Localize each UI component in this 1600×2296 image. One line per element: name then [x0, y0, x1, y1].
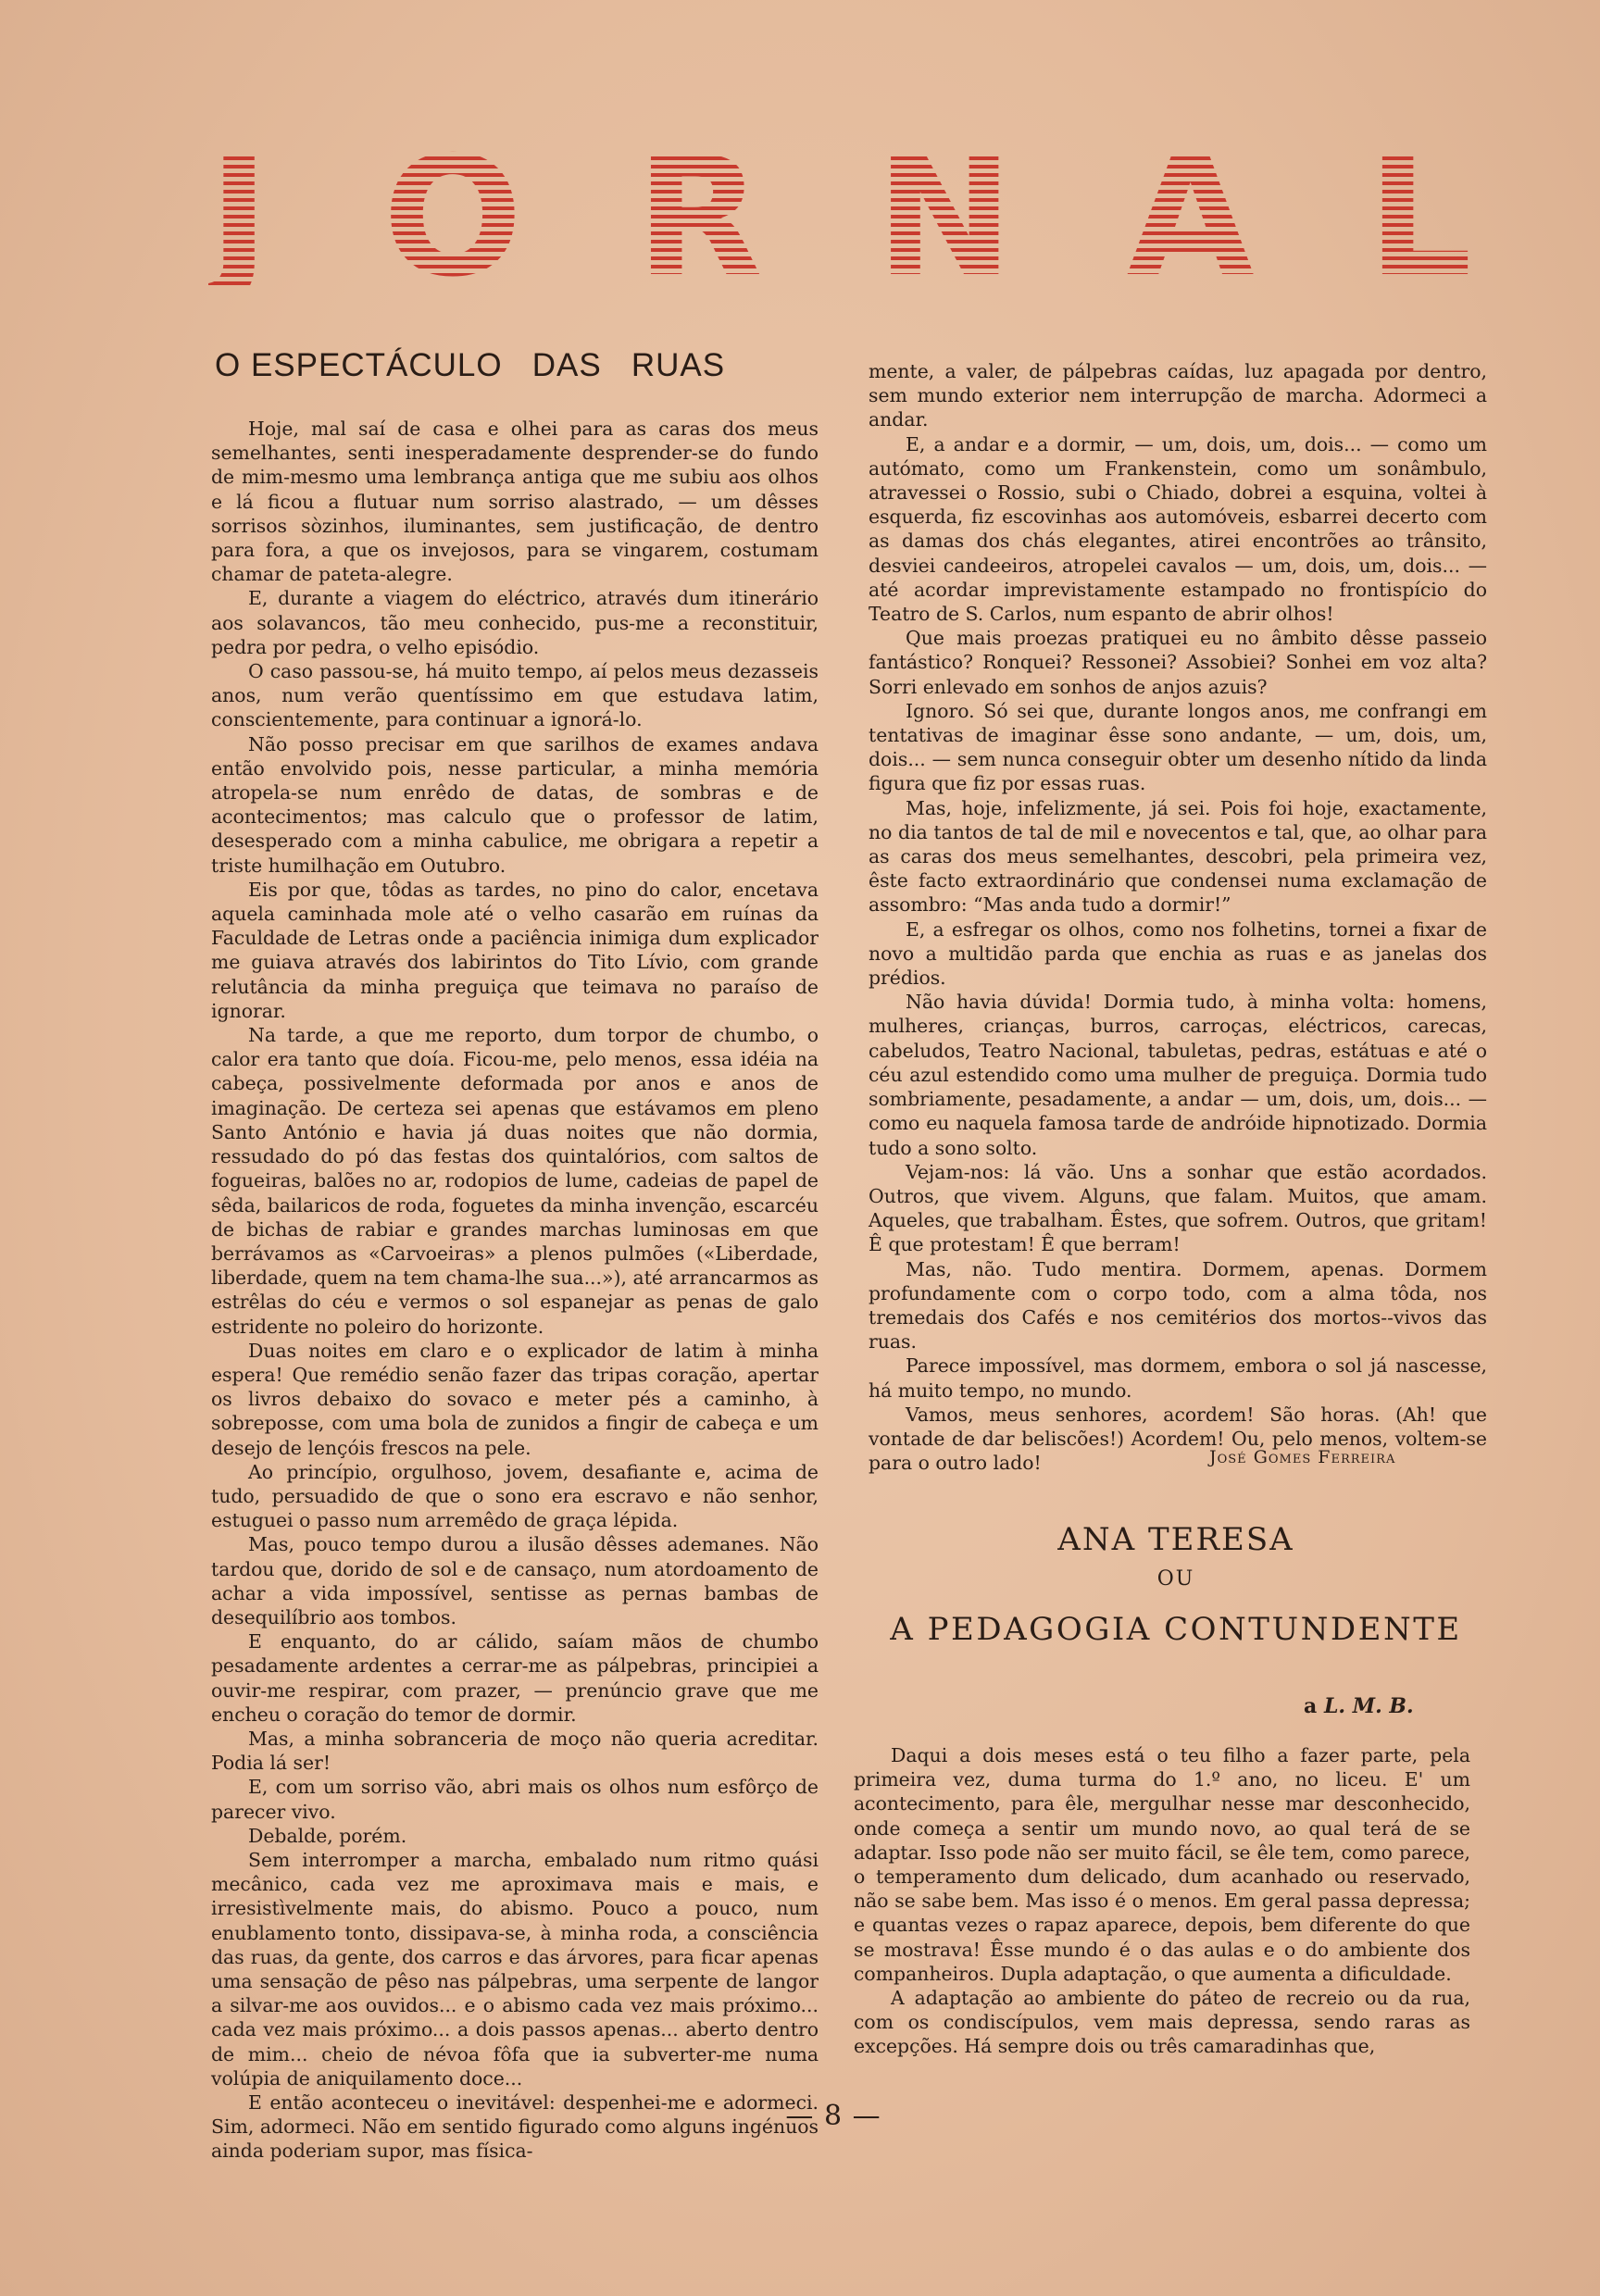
paragraph: Mas, pouco tempo durou a ilusão dêsses ademanes. Não tardou que, dorido de sol e de cansaço, num atordoamento de achar a vida impossível, sentisse as pernas bambas de desequilíbrio aos tombos.	[211, 1533, 819, 1628]
paragraph: E enquanto, do ar cálido, saíam mãos de chumbo pesadamente ardentes a cerrar-me as pálpebras, principiei a ouvir-me respirar, com prazer, — prenúncio grave que me encheu o coração do temor de dormir.	[211, 1630, 819, 1726]
article-column-right	[869, 359, 1487, 1475]
article-column-left	[211, 417, 819, 2164]
paragraph: Eis por que, tôdas as tardes, no pino do calor, encetava aquela caminhada mole até o velho casarão em ruínas da Faculdade de Letras onde a paciência inimiga dum explicador me guiava através dos labirintos do Tito Lívio, com grande relutância da minha preguiça que teimava no paraíso de ignorar.	[211, 878, 819, 1022]
masthead-letter: L	[1367, 121, 1472, 313]
masthead-letter: O	[382, 121, 523, 313]
masthead-letter: J	[208, 121, 270, 313]
article2-byline	[1304, 1694, 1414, 1718]
paragraph: Na tarde, a que me reporto, dum torpor de chumbo, o calor era tanto que doía. Ficou-me, pelo menos, essa idéia na cabeça, possivelmente deformada por anos e anos de imaginação. De certeza sei apenas que estávamos em pleno Santo António e havia já duas noites que não dormia, ressudado do pó das festas dos quintalórios, com saltos de fogueiras, balões no ar, rodopios de lume, cadeias de papel de sêda, bailaricos de roda, foguetes da minha invenção, escarcéu de bichas de rabiar e grandes marchas luminosas em que berrávamos as «Carvoeiras» a plenos pulmões («Liberdade, liberdade, quem na tem chama-lhe sua...»), até arrancarmos as estrêlas do céu e vermos o sol espanejar as penas de galo estridente no poleiro do horizonte.	[211, 1024, 819, 1338]
paragraph: Não havia dúvida! Dormia tudo, à minha volta: homens, mulheres, crianças, burros, carroças, eléctricos, carecas, cabeludos, Teatro Nacional, tabuletas, pedras, estátuas e até o céu azul estendido como uma mulher de preguiça. Dormia tudo sombriamente, pesadamente, a andar — um, dois, um, dois... — como eu naquela famosa tarde de andróide hipnotizado. Dormia tudo a sono solto.	[869, 991, 1487, 1159]
paragraph: Vejam-nos: lá vão. Uns a sonhar que estão acordados. Outros, que vivem. Alguns, que falam. Muitos, que amam. Aqueles, que trabalham. Êstes, que sofrem. Outros, que gritam! Ê que protestam! Ê que berram!	[869, 1160, 1487, 1256]
paragraph: Hoje, mal saí de casa e olhei para as caras dos meus semelhantes, senti inesperadamente desprender-se do fundo de mim-mesmo uma lembrança antiga que me subiu aos olhos e lá ficou a flutuar num sorriso alastrado, — um dêsses sorrisos sòzinhos, iluminantes, sem justificação, de dentro para fora, a que os invejosos, para se vingarem, costumam chamar de pateta-alegre.	[211, 418, 819, 586]
paragraph: mente, a valer, de pálpebras caídas, luz apagada por dentro, sem mundo exterior nem interrupção de marcha. Adormeci a andar.	[869, 360, 1487, 431]
paragraph: Debalde, porém.	[248, 1824, 407, 1847]
article2-or: OU	[1156, 1567, 1195, 1591]
paragraph: E, com um sorriso vão, abri mais os olhos num esfôrço de parecer vivo.	[211, 1776, 819, 1823]
masthead	[208, 121, 1472, 313]
paragraph: Daqui a dois meses está o teu filho a fazer parte, pela primeira vez, duma turma do 1.º ano, no liceu. E' um acontecimento, para êle, mergulhar nesse mar desconhecido, onde começa a sentir um mundo novo, ao qual terá de se adaptar. Isso pode não ser muito fácil, se êle tem, como parece, o temperamento dum delicado, dum acanhado ou reservado, não se sabe bem. Mas isso é o menos. Em geral passa depressa; e quantas vezes o rapaz aparece, depois, bem diferente do que se mostrava! Êsse mundo é o das aulas e o do ambiente dos companheiros. Dupla adaptação, o que aumenta a dificuldade.	[854, 1744, 1470, 1985]
paragraph: Mas, hoje, infelizmente, já sei. Pois foi hoje, exactamente, no dia tantos de tal de mil e novecentos e tal, que, ao olhar para as caras dos meus semelhantes, descobri, pela primeira vez, êste facto extraordinário que condensei numa exclamação de assombro: “Mas anda tudo a dormir!”	[869, 796, 1487, 917]
article2-subtitle: A PEDAGOGIA CONTUNDENTE	[890, 1611, 1462, 1648]
article-title: O ESPECTÁCULO DAS RUAS	[215, 347, 726, 383]
byline-prefix: a	[1304, 1694, 1318, 1718]
paragraph: Duas noites em claro e o explicador de latim à minha espera! Que remédio senão fazer das tripas coração, apertar os livros debaixo do sovaco e meter pés a caminho, à sobreposse, com uma bola de zunidos a fingir de cabeça e um desejo de lençóis frescos na pele.	[211, 1339, 819, 1459]
paragraph: E, a andar e a dormir, — um, dois, um, dois... — como um autómato, como um Frankenstein, como um sonâmbulo, atravessei o Rossio, subi o Chiado, dobrei a esquina, voltei à esquerda, fiz escovinhas aos automóveis, esbarrei decerto com as damas dos chás elegantes, atirei encontrões ao trânsito, desviei candeeiros, atropelei cavalos — um, dois, um, dois... — até acordar imprevistamente estampado no frontispício do Teatro de S. Carlos, num espanto de abrir olhos!	[869, 432, 1487, 626]
paragraph: O caso passou-se, há muito tempo, aí pelos meus dezasseis anos, num verão quentíssimo em que estudava latim, conscientemente, para continuar a ignorá-lo.	[211, 660, 819, 731]
paragraph: Mas, a minha sobranceria de moço não queria acreditar. Podia lá ser!	[211, 1727, 819, 1775]
article2-body	[854, 1743, 1470, 2059]
author-signature: José Gomes Ferreira	[1209, 1447, 1396, 1467]
masthead-letter: R	[635, 121, 763, 313]
byline-author: L. M. B.	[1323, 1694, 1414, 1718]
paragraph: A adaptação ao ambiente do páteo de recreio ou da rua, com os condiscípulos, vem mais depressa, sendo raras as excepções. Há sempre dois ou três camaradinhas que,	[854, 1987, 1470, 2058]
paragraph: E, durante a viagem do eléctrico, através dum itinerário aos solavancos, tão meu conhecido, pus-me a reconstituir, pedra por pedra, o velho episódio.	[211, 587, 819, 658]
paragraph: E então aconteceu o inevitável: despenhei-me e adormeci. Sim, adormeci. Não em sentido figurado como alguns ingénuos ainda poderiam supor, mas física-	[211, 2091, 819, 2163]
paragraph: Ignoro. Só sei que, durante longos anos, me confrangi em tentativas de imaginar êsse sono andante, — um, dois, um, dois... — sem nunca conseguir obter um desenho nítido da linda figura que fiz por essas ruas.	[869, 699, 1487, 795]
paragraph: Vamos, meus senhores, acordem! São horas. (Ah! que vontade de dar beliscões!) Acordem! Ou, pelo menos, voltem-se para o outro lado!	[869, 1403, 1487, 1475]
paragraph: Que mais proezas pratiquei eu no âmbito dêsse passeio fantástico? Ronquei? Ressonei? Assobiei? Sonhei em voz alta? Sorri enlevado em sonhos de anjos azuis?	[869, 627, 1487, 698]
masthead-letter: A	[1126, 121, 1255, 313]
masthead-letter: N	[875, 121, 1014, 313]
paragraph: Não posso precisar em que sarilhos de exames andava então envolvido pois, nesse particular, a minha memória atropela-se num enrêdo de datas, de sombras e de acontecimentos; mas calculo que o professor de latim, desesperado com a minha cabulice, me obrigara a repetir a triste humilhação em Outubro.	[211, 732, 819, 877]
paragraph: E, a esfregar os olhos, como nos folhetins, tornei a fixar de novo a multidão parda que enchia as ruas e as janelas dos prédios.	[869, 917, 1487, 990]
paragraph: Parece impossível, mas dormem, embora o sol já nascesse, há muito tempo, no mundo.	[869, 1354, 1487, 1402]
paragraph: Ao princípio, orgulhoso, jovem, desafiante e, acima de tudo, persuadido de que o sono era escravo e não senhor, estuguei o passo num arremêdo de graça lépida.	[211, 1460, 819, 1532]
paragraph: Mas, não. Tudo mentira. Dormem, apenas. Dormem profundamente com o corpo todo, com a alma tôda, nos tremedais dos Cafés e nos cemitérios dos mortos--vivos das ruas.	[869, 1257, 1487, 1354]
article2-title: ANA TERESA	[1057, 1521, 1294, 1558]
paragraph: Sem interromper a marcha, embalado num ritmo quási mecânico, cada vez me aproximava mais e mais, e irresistìvelmente mais, do abismo. Pouco a pouco, num enublamento tonto, dissipava-se, à minha roda, a consciência das ruas, da gente, dos carros e das árvores, para ficar apenas uma sensação de pêso nas pálpebras, uma serpente de langor a silvar-me aos ouvidos... e o abismo cada vez mais próximo... cada vez mais próximo... a dois passos apenas... aberto dentro de mim... cheio de névoa fôfa que ia subverter-me numa volúpia de aniquilamento doce...	[211, 1848, 819, 2090]
page-number: — 8 —	[785, 2100, 881, 2132]
